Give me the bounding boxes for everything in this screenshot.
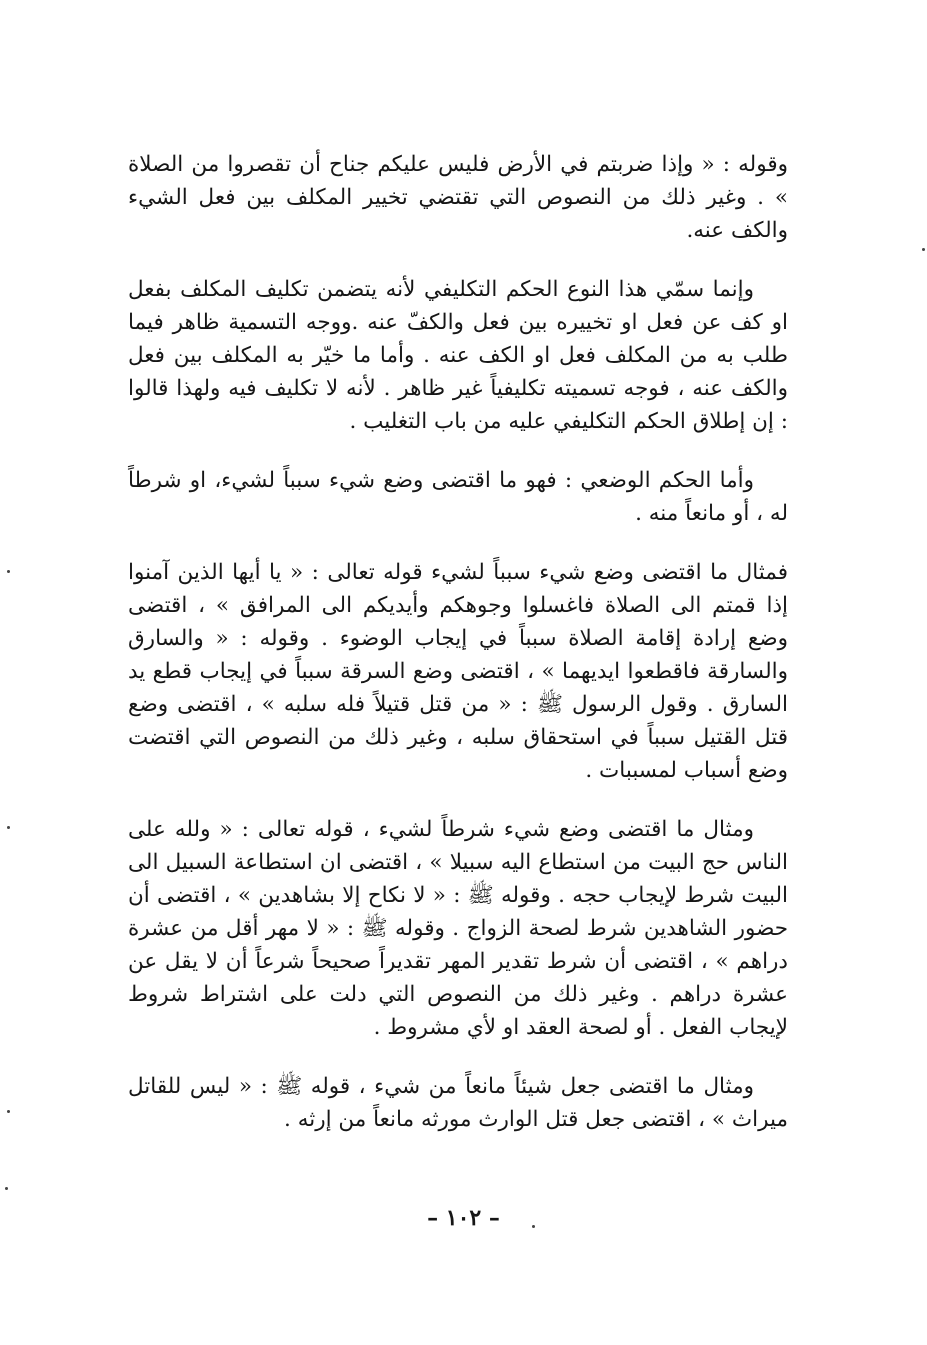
page-number: – ١٠٢ – (427, 1205, 500, 1231)
paragraph-3: وأما الحكم الوضعي : فهو ما اقتضى وضع شيء سبباً لشيء، او شرطاً له ، أو مانعاً منه . (128, 468, 788, 526)
paragraph-2: وإنما سمّي هذا النوع الحكم التكليفي لأنه يتضمن تكليف المكلف بفعل او كف عن فعل او تخييره بين فعل والكفّ عنه .ووجه التسمية ظاهر فيما طلب به من المكلف فعل او الكف عنه . وأما ما خيّر به المكلف بين فعل والكف عنه ، فوجه تسميته تكليفياً غير ظاهر . لأنه لا تكليف فيه ولهذا قالوا : إن إطلاق الحكم التكليفي عليه من باب التغليب . (128, 277, 788, 434)
paragraph-6: ومثال ما اقتضى جعل شيئاً مانعاً من شيء ، قوله ﷺ : « ليس للقاتل ميراث » ، اقتضى جعل قتل الوارث مورثه مانعاً من إرثه . (128, 1074, 788, 1132)
document-body (128, 148, 788, 1136)
scan-speck (7, 826, 10, 829)
paragraph-4: فمثال ما اقتضى وضع شيء سبباً لشيء قوله تعالى : « يا أيها الذين آمنوا إذا قمتم الى الصلاة فاغسلوا وجوهكم وأيديكم الى المرافق » ، اقتضى وضع إرادة إقامة الصلاة سبباً في إيجاب الوضوء . وقوله : « والسارق والسارقة فاقطعوا ايديهما » ، اقتضى وضع السرقة سبباً في إيجاب قطع يد السارق . وقول الرسول ﷺ : « من قتل قتيلاً فله سلبه » ، اقتضى وضع قتل القتيل سبباً في استحقاق سلبه ، وغير ذلك من النصوص التي اقتضت وضع أسباب لمسببات . (128, 560, 788, 783)
scan-speck (7, 570, 10, 573)
paragraph-1: وقوله : « وإذا ضربتم في الأرض فليس عليكم جناح أن تقصروا من الصلاة » . وغير ذلك من النصوص التي تقتضي تخيير المكلف بين فعل الشيء والكف عنه. (128, 152, 788, 243)
scan-speck (532, 1225, 535, 1228)
scan-speck (5, 1187, 8, 1190)
scan-speck (922, 248, 925, 251)
scan-speck (7, 1110, 10, 1113)
paragraph-5: ومثال ما اقتضى وضع شيء شرطاً لشيء ، قوله تعالى : « ولله على الناس حج البيت من استطاع اليه سبيلا » ، اقتضى ان استطاعة السبيل الى البيت شرط لإيجاب حجه . وقوله ﷺ : « لا نكاح إلا بشاهدين » ، اقتضى أن حضور الشاهدين شرط لصحة الزواج . وقوله ﷺ : « لا مهر أقل من عشرة دراهم » ، اقتضى أن شرط تقدير المهر تقديراً صحيحاً شرعاً أن لا يقل عن عشرة دراهم . وغير ذلك من النصوص التي دلت على اشتراط شروط لإيجاب الفعل . أو لصحة العقد او لأي مشروط . (128, 817, 788, 1040)
